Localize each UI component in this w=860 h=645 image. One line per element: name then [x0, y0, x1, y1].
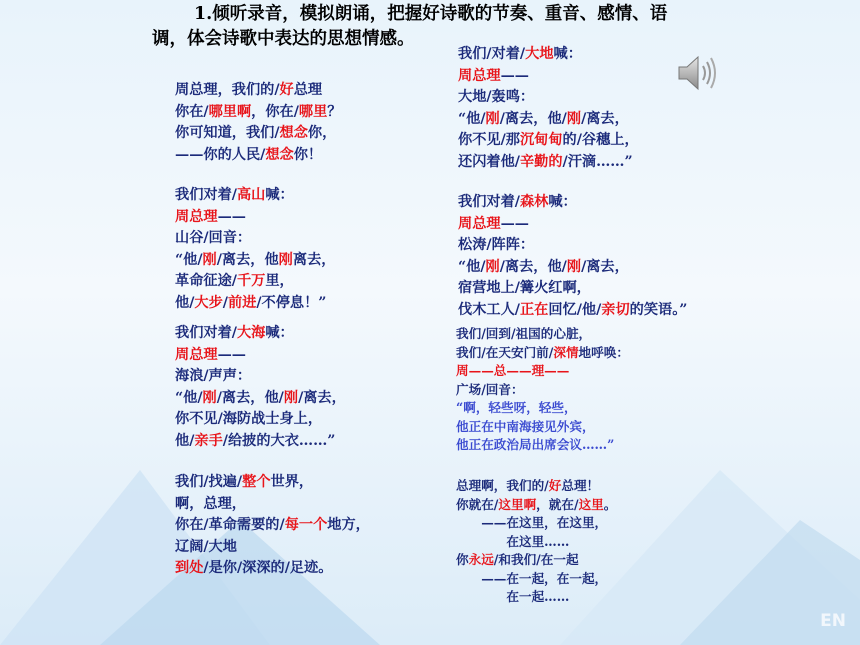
poem-line: [458, 109, 639, 131]
poem-line: [175, 228, 335, 250]
emphasis-text: 森林: [519, 194, 549, 210]
poem-text: 我们/回到/祖国的心脏，: [456, 326, 592, 341]
poem-text: /给披的大衣……”: [222, 432, 336, 449]
poem-line: [458, 214, 687, 236]
emphasis-text: 哪里: [298, 103, 328, 120]
watermark-text: EN: [820, 611, 846, 631]
poem-line: [458, 152, 639, 174]
poem-line: [175, 185, 335, 207]
poem-stanza-7: [456, 325, 629, 455]
poem-text: 里，: [265, 273, 294, 289]
emphasis-text: 这里啊: [498, 496, 537, 512]
poem-text: 的/谷穗上，: [562, 132, 639, 148]
poem-text: 你在/革命需要的/: [175, 517, 285, 533]
poem-line: [456, 381, 629, 400]
poem-text: 我们对着/: [175, 187, 237, 203]
poem-line: [175, 102, 341, 124]
poem-line: [456, 418, 629, 437]
poem-text: 世界，: [270, 474, 314, 490]
poem-line: [175, 345, 346, 367]
poem-text: 还闪着他/: [458, 153, 520, 170]
poem-text: 在这里……: [456, 533, 570, 549]
poem-text: 喊：: [553, 46, 582, 62]
poem-text: 你就在/: [456, 496, 499, 512]
emphasis-text: 刚: [202, 389, 217, 406]
emphasis-text: 沉甸甸: [519, 132, 563, 148]
poem-line: [458, 44, 639, 66]
poem-text: 山谷/回音：: [175, 230, 252, 246]
poem-line: [175, 558, 370, 580]
emphasis-text: 整个: [242, 474, 271, 490]
poem-text: 喊：: [265, 187, 294, 203]
poem-line: [456, 514, 616, 533]
emphasis-text: 好: [279, 82, 294, 98]
emphasis-text: 永远: [468, 552, 494, 567]
poem-stanza-8: [456, 477, 616, 607]
poem-text: 他/: [175, 432, 195, 449]
emphasis-text: 想念: [265, 146, 294, 163]
emphasis-text: 周总理: [458, 215, 501, 232]
poem-line: [175, 293, 335, 315]
poem-text: “他/: [458, 258, 486, 275]
emphasis-text: 周总理: [175, 208, 218, 225]
emphasis-text: 刚: [485, 110, 500, 127]
emphasis-text: 刚: [283, 389, 299, 406]
poem-text: ，你在/: [251, 103, 299, 120]
poem-line: [456, 399, 629, 418]
poem-text: ——在一起，在一起，: [456, 570, 608, 586]
poem-text: ——: [500, 67, 529, 84]
poem-text: 我们/找遍/: [175, 474, 243, 490]
poem-line: [458, 300, 687, 322]
emphasis-text: 周总理: [175, 346, 218, 363]
poem-text: “他/: [175, 389, 203, 406]
emphasis-text: 刚: [485, 258, 500, 275]
poem-text: /离去，: [581, 258, 629, 275]
poem-line: [456, 362, 629, 381]
poem-text: /离去，: [298, 389, 346, 406]
poem-text: /汗滴……”: [562, 153, 633, 170]
emphasis-text: 亲手: [194, 432, 223, 449]
emphasis-text: 刚: [566, 258, 582, 275]
emphasis-text: 大步: [194, 294, 223, 311]
poem-text: 总理啊，我们的/: [456, 478, 549, 493]
poem-text: 他/: [175, 294, 195, 311]
poem-line: [456, 325, 629, 344]
poem-text: 你不见/那: [458, 132, 520, 148]
poem-text: 你可知道，我们/: [175, 125, 280, 141]
poem-line: [175, 431, 346, 453]
poem-text: 喊：: [548, 194, 577, 210]
poem-text: 我们对着/: [175, 325, 237, 341]
poem-line: [458, 87, 639, 109]
poem-text: 我们/对着/: [458, 46, 526, 62]
poem-line: [456, 477, 616, 496]
poem-text: 喊：: [265, 325, 294, 341]
poem-text: ，就在/: [536, 496, 579, 512]
poem-text: /离去，他/: [499, 110, 567, 127]
poem-text: 你在/: [175, 103, 209, 120]
poem-line: [458, 66, 639, 88]
poem-text: 啊，总理，: [175, 495, 246, 512]
emphasis-text: 到处: [175, 560, 204, 576]
poem-text: /和我们/在一起: [493, 552, 579, 567]
emphasis-text: 刚: [566, 110, 582, 127]
poem-text: 大地/轰鸣：: [458, 89, 535, 105]
poem-stanza-2: [175, 185, 335, 314]
emphasis-text: 刚: [202, 251, 217, 268]
emphasis-text: 千万: [236, 273, 266, 289]
poem-line: [175, 366, 346, 388]
poem-stanza-6: [458, 192, 687, 321]
poem-line: [458, 235, 687, 257]
poem-text: 。: [603, 496, 617, 512]
poem-text: 伐木工人/: [458, 301, 520, 318]
poem-text: 我们/在天安门前/: [456, 344, 554, 360]
poem-text: 他正在政治局出席会议……”: [456, 437, 615, 452]
poem-text: ——你的人民/: [175, 146, 266, 163]
poem-text: 总理！: [561, 478, 600, 493]
poem-text: 回忆/他/: [548, 301, 602, 318]
poem-text: 革命征途/: [175, 273, 237, 289]
poem-stanza-3: [175, 323, 346, 452]
poem-text: 离去，: [292, 251, 336, 268]
emphasis-text: 好: [548, 478, 562, 493]
poem-text: /离去，他: [216, 251, 279, 268]
poem-text: 你！: [293, 146, 323, 163]
emphasis-text: 周总理: [458, 67, 501, 84]
poem-text: ——: [217, 208, 246, 225]
poem-text: 周总理，我们的/: [175, 82, 280, 98]
poem-line: [458, 278, 687, 300]
poem-text: ？: [327, 103, 342, 120]
emphasis-text: 正在: [519, 301, 549, 318]
poem-text: “他/: [458, 110, 486, 127]
poem-line: [175, 515, 370, 537]
poem-line: [456, 533, 616, 552]
poem-text: /离去，他/: [499, 258, 567, 275]
poem-text: 松涛/阵阵：: [458, 237, 535, 253]
emphasis-text: 亲切: [601, 301, 630, 318]
instruction-title: [152, 2, 752, 52]
emphasis-text: 大地: [525, 46, 554, 62]
poem-text: /不停息！”: [256, 294, 327, 311]
emphasis-text: 深情: [553, 344, 579, 360]
poem-line: [456, 570, 616, 589]
poem-stanza-1: [175, 80, 341, 166]
poem-line: [175, 271, 335, 293]
emphasis-text: 辛勤的: [519, 153, 563, 170]
poem-text: 海浪/声声：: [175, 368, 252, 384]
emphasis-text: 大海: [236, 325, 266, 341]
emphasis-text: 想念: [279, 125, 308, 141]
poem-text: /离去，: [581, 110, 629, 127]
instruction-line-2: 调，体会诗歌中表达的思想情感。: [152, 29, 415, 49]
poem-line: [458, 257, 687, 279]
poem-line: [175, 145, 341, 167]
poem-text: /离去，他/: [216, 389, 284, 406]
poem-line: [175, 472, 370, 494]
emphasis-text: 周——总——理——: [456, 363, 570, 378]
poem-text: 的笑语。”: [629, 301, 688, 318]
poem-line: [456, 496, 616, 515]
poem-text: ——: [217, 346, 246, 363]
poem-text: “他/: [175, 251, 203, 268]
emphasis-text: 哪里啊: [208, 103, 252, 120]
emphasis-text: 高山: [236, 187, 266, 203]
poem-text: 你，: [307, 125, 337, 141]
poem-line: [456, 344, 629, 363]
emphasis-text: 刚: [278, 251, 293, 268]
poem-line: [175, 80, 341, 102]
poem-text: 你: [456, 552, 469, 567]
poem-line: [175, 207, 335, 229]
emphasis-text: 这里: [578, 496, 604, 512]
poem-line: [175, 388, 346, 410]
poem-line: [456, 551, 616, 570]
poem-text: ——: [500, 215, 529, 232]
poem-line: [458, 130, 639, 152]
poem-text: /: [222, 294, 228, 311]
poem-text: 总理: [293, 82, 323, 98]
poem-text: /是你/深深的/足迹。: [203, 560, 333, 576]
poem-line: [175, 123, 341, 145]
poem-line: [456, 588, 616, 607]
poem-text: 宿营地上/篝火红啊，: [458, 280, 591, 296]
poem-text: 我们对着/: [458, 194, 520, 210]
poem-text: 在一起……: [456, 589, 570, 604]
speaker-icon[interactable]: [676, 52, 722, 94]
instruction-line-1: 1.倾听录音，模拟朗诵，把握好诗歌的节奏、重音、感情、语: [194, 4, 668, 24]
poem-text: 地呼唤：: [578, 344, 629, 360]
poem-line: [456, 436, 629, 455]
poem-text: 辽阔/大地: [175, 538, 237, 555]
poem-text: ——在这里，在这里，: [456, 515, 608, 530]
poem-line: [175, 494, 370, 516]
poem-text: 他正在中南海接见外宾，: [456, 418, 595, 434]
poem-line: [175, 323, 346, 345]
emphasis-text: 每一个: [284, 517, 328, 533]
poem-stanza-5: [458, 44, 639, 173]
poem-text: 广场/回音：: [456, 381, 524, 397]
poem-line: [175, 537, 370, 559]
poem-text: 地方，: [327, 517, 370, 533]
poem-stanza-4: [175, 472, 370, 580]
emphasis-text: 前进: [227, 294, 257, 311]
poem-line: [175, 250, 335, 272]
poem-line: [458, 192, 687, 214]
poem-text: 你不见/海防战士身上，: [175, 411, 323, 427]
poem-text: “啊，轻些呀，轻些，: [456, 400, 577, 415]
poem-line: [175, 409, 346, 431]
